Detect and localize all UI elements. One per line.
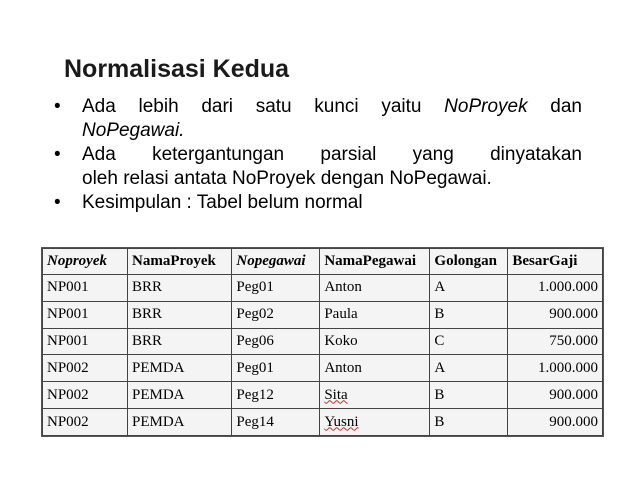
bullet-text: dan [527,96,582,117]
bullet-dot-icon: • [54,144,61,165]
cell-besargaji: 900.000 [508,301,603,328]
bullet-italic-term: NoPegawai. [82,120,185,141]
header-noproyek: Noproyek [43,249,128,275]
bullet-line [82,95,582,119]
cell-besargaji: 900.000 [508,409,603,436]
bullet-item-keys [52,95,582,143]
cell-golongan: B [430,409,508,436]
cell-namaproyek: BRR [128,275,232,302]
table-header-row [43,249,603,275]
table-row [43,301,603,328]
header-namaproyek: NamaProyek [128,249,232,275]
cell-noproyek: NP001 [43,275,128,302]
cell-noproyek: NP002 [43,355,128,382]
slide-title: Normalisasi Kedua [64,55,290,83]
header-golongan: Golongan [430,249,508,275]
bullet-dot-icon: • [54,192,61,213]
cell-golongan: B [430,301,508,328]
cell-besargaji: 1.000.000 [508,275,603,302]
cell-golongan: A [430,275,508,302]
bullet-dot-icon: • [54,96,61,117]
bullet-line: Kesimpulan : Tabel belum normal [82,192,363,213]
cell-nopegawai: Peg02 [232,301,320,328]
cell-nopegawai: Peg14 [232,409,320,436]
cell-besargaji: 900.000 [508,382,603,409]
cell-namapegawai: Anton [320,355,430,382]
cell-nopegawai: Peg12 [232,382,320,409]
cell-besargaji: 750.000 [508,328,603,355]
cell-noproyek: NP002 [43,409,128,436]
bullet-line: Ada ketergantungan parsial yang dinyatakan [82,144,582,165]
header-besargaji: BesarGaji [508,249,603,275]
cell-namapegawai: Yusni [320,409,430,436]
bullet-item-conclusion [52,191,582,215]
header-nopegawai: Nopegawai [232,249,320,275]
cell-golongan: C [430,328,508,355]
cell-besargaji: 1.000.000 [508,355,603,382]
bullet-italic-term: NoProyek [444,96,528,117]
cell-namapegawai: Sita [320,382,430,409]
cell-noproyek: NP001 [43,328,128,355]
cell-golongan: B [430,382,508,409]
cell-namaproyek: PEMDA [128,382,232,409]
cell-namapegawai: Anton [320,275,430,302]
cell-noproyek: NP002 [43,382,128,409]
cell-noproyek: NP001 [43,301,128,328]
cell-nopegawai: Peg01 [232,355,320,382]
cell-namapegawai: Koko [320,328,430,355]
table-row [43,328,603,355]
bullet-list [52,95,582,215]
cell-golongan: A [430,355,508,382]
cell-namapegawai: Paula [320,301,430,328]
bullet-text: Ada lebih dari satu kunci yaitu [82,96,445,117]
project-employee-table [41,247,604,437]
table-row [43,409,603,436]
cell-namaproyek: BRR [128,328,232,355]
cell-namaproyek: PEMDA [128,409,232,436]
bullet-item-dependency [52,143,582,191]
header-namapegawai: NamaPegawai [320,249,430,275]
cell-namaproyek: BRR [128,301,232,328]
table-row [43,382,603,409]
data-table [42,248,603,436]
bullet-line: oleh relasi antata NoProyek dengan NoPegawai. [82,168,492,189]
table-row [43,355,603,382]
cell-nopegawai: Peg01 [232,275,320,302]
cell-namaproyek: PEMDA [128,355,232,382]
table-row [43,275,603,302]
cell-nopegawai: Peg06 [232,328,320,355]
